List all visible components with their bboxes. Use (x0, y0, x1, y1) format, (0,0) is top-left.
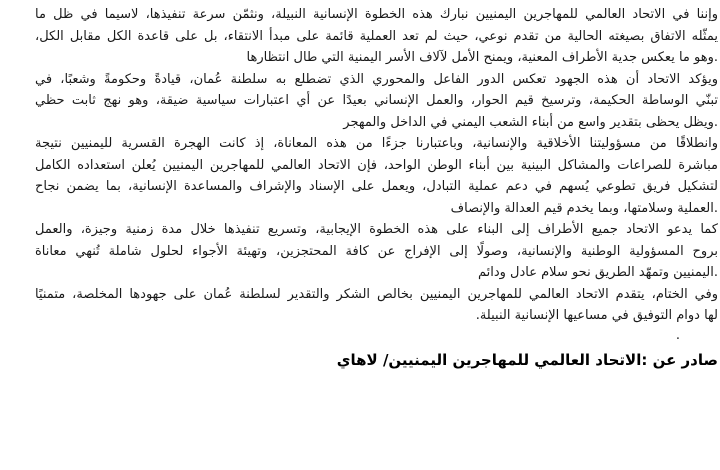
body-line: لتشكيل فريق تطوعي يُسهم في دعم عملية التبادل، ويعمل على الإسناد والإشراف والمساعدة الإنسانية، بما يضمن نجاح (35, 179, 718, 194)
body-line: وفي الختام، يتقدم الاتحاد العالمي للمهاجرين اليمنيين بخالص الشكر والتقدير لسلطنة عُمان على جهودها المخلصة، متمنيًا (35, 286, 718, 302)
issued-by-line: صادر عن :الاتحاد العالمي للمهاجرين اليمنيين/ لاهاي (336, 350, 718, 369)
body-line: مباشرة للصراعات والمشاكل البينية بين أبناء الوطن الواحد، فإن الاتحاد العالمي للمهاجرين اليمنيين يُعلن استعداده الكامل (35, 157, 718, 173)
body-line: ويؤكد الاتحاد أن هذه الجهود تعكس الدور الفاعل والمحوري الذي تضطلع به سلطنة عُمان، قيادةً وحكومةً وشعبًا، في (35, 71, 718, 87)
body-line: تبنّي الوساطة الحكيمة، وترسيخ قيم الحوار، والعمل الإنساني بعيدًا عن أي اعتبارات سياسية ضيقة، وهو نهج ثابت حظي (35, 93, 718, 108)
body-line: .ويظل يحظى بتقدير واسع من أبناء الشعب اليمني في الداخل والمهجر (343, 114, 718, 130)
body-line: يمثّله الاتفاق بصيغته الحالية من تقدم نوعي، حيث لم تعد العملية قائمة على مبدأ الانتقاء، بل على قاعدة الكل مقابل الكل، (35, 28, 718, 44)
body-line: كما يدعو الاتحاد جميع الأطراف إلى البناء على هذه الخطوة الإيجابية، وتسريع تنفيذها خلال مدة زمنية وجيزة، والعمل (35, 222, 718, 237)
body-line: .اليمنيين وتمهّد الطريق نحو سلام عادل ودائم (477, 265, 718, 280)
body-line: بروح المسؤولية الوطنية والإنسانية، وصولًا إلى الإفراج عن كافة المحتجزين، وتهيئة الأجواء لحلول شاملة تُنهي معاناة (35, 243, 718, 259)
body-line: .العملية وسلامتها، وبما يخدم قيم العدالة والإنصاف (450, 200, 718, 216)
body-line: وانطلاقًا من مسؤوليتنا الأخلاقية والإنسانية، وباعتبارنا جزءًا من هذه المعاناة، إذ كانت الهجرة القسرية لليمنيين نتيجة (35, 136, 718, 151)
body-line: لها دوام التوفيق في مساعيها الإنسانية النبيلة. (475, 308, 718, 323)
body-line: وإننا في الاتحاد العالمي للمهاجرين اليمنيين نبارك هذه الخطوة الإنسانية النبيلة، ونثمّن سرعة تنفيذها، لاسيما في ظل ما (35, 7, 718, 22)
body-line: .وهو ما يعكس جدية الأطراف المعنية، ويمنح الأمل لآلاف الأسر اليمنية التي طال انتظارها (246, 50, 718, 65)
stray-period: . (675, 327, 680, 343)
